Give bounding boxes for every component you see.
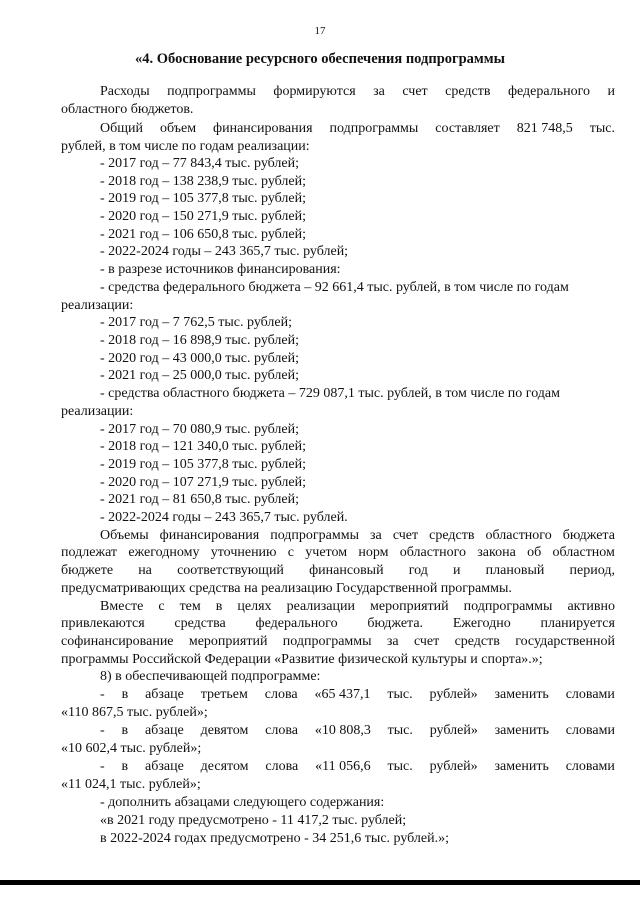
- list-item: - 2021 год – 81 650,8 тыс. рублей;: [100, 492, 300, 507]
- text-line: - дополнить абзацами следующего содержания:: [100, 795, 385, 810]
- bottom-scan-border: [0, 880, 640, 885]
- text-line: областного бюджетов.: [61, 102, 194, 117]
- text-line: - средства федерального бюджета – 92 661,4 тыс. рублей, в том числе по годам: [100, 280, 569, 295]
- list-item: - 2018 год – 16 898,9 тыс. рублей;: [100, 333, 300, 348]
- text-line: софинансирование мероприятий подпрограммы за счет средств государственной: [61, 634, 615, 649]
- quoted-line: «в 2021 году предусмотрено - 11 417,2 тыс. рублей;: [100, 813, 407, 828]
- text-line: Объемы финансирования подпрограммы за счет средств областного бюджета: [100, 528, 615, 543]
- list-item: - 2021 год – 106 650,8 тыс. рублей;: [100, 227, 307, 242]
- text-line: «10 602,4 тыс. рублей»;: [61, 741, 202, 756]
- text-line: Расходы подпрограммы формируются за счет средств федерального и: [100, 84, 615, 99]
- list-item: - 2019 год – 105 377,8 тыс. рублей;: [100, 191, 307, 206]
- list-item: - 2020 год – 107 271,9 тыс. рублей;: [100, 475, 307, 490]
- list-item: - 2018 год – 121 340,0 тыс. рублей;: [100, 439, 307, 454]
- text-line: программы Российской Федерации «Развитие физической культуры и спорта».»;: [61, 652, 543, 667]
- section-heading: «4. Обоснование ресурсного обеспечения подпрограммы: [135, 51, 505, 67]
- list-item: - 2022-2024 годы – 243 365,7 тыс. рублей;: [100, 244, 349, 259]
- list-item: - 2021 год – 25 000,0 тыс. рублей;: [100, 368, 300, 383]
- text-line: Общий объем финансирования подпрограммы составляет 821 748,5 тыс.: [100, 121, 615, 136]
- list-item: - 2020 год – 43 000,0 тыс. рублей;: [100, 351, 300, 366]
- list-item: - 2019 год – 105 377,8 тыс. рублей;: [100, 457, 307, 472]
- quoted-line: в 2022-2024 годах предусмотрено - 34 251,6 тыс. рублей.»;: [100, 831, 450, 846]
- text-line: «110 867,5 тыс. рублей»;: [61, 705, 208, 720]
- text-line: - в абзаце девятом слова «10 808,3 тыс. рублей» заменить словами: [100, 723, 615, 738]
- text-line: - средства областного бюджета – 729 087,1 тыс. рублей, в том числе по годам: [100, 386, 560, 401]
- list-item: - в разрезе источников финансирования:: [100, 262, 341, 277]
- page-number: 17: [314, 25, 326, 37]
- text-line: бюджете на соответствующий финансовый год и плановый период,: [61, 563, 615, 578]
- list-item: - 2020 год – 150 271,9 тыс. рублей;: [100, 209, 307, 224]
- list-item: - 2017 год – 77 843,4 тыс. рублей;: [100, 156, 300, 171]
- text-line: реализации:: [61, 404, 134, 419]
- text-line: Вместе с тем в целях реализации мероприятий подпрограммы активно: [100, 599, 615, 614]
- text-line: привлекаются средства федерального бюджета. Ежегодно планируется: [61, 616, 615, 631]
- text-line: - в абзаце третьем слова «65 437,1 тыс. рублей» заменить словами: [100, 687, 615, 702]
- list-item: - 2017 год – 7 762,5 тыс. рублей;: [100, 315, 293, 330]
- text-line: предусматривающих средства на реализацию Государственной программы.: [61, 581, 512, 596]
- list-item: - 2018 год – 138 238,9 тыс. рублей;: [100, 174, 307, 189]
- text-line: - в абзаце десятом слова «11 056,6 тыс. рублей» заменить словами: [100, 759, 615, 774]
- text-line: подлежат ежегодному уточнению с учетом норм областного закона об областном: [61, 545, 615, 560]
- list-item: - 2017 год – 70 080,9 тыс. рублей;: [100, 422, 300, 437]
- list-item: - 2022-2024 годы – 243 365,7 тыс. рублей.: [100, 510, 348, 525]
- text-line: «11 024,1 тыс. рублей»;: [61, 777, 201, 792]
- text-line: 8) в обеспечивающей подпрограмме:: [100, 669, 321, 684]
- text-line: рублей, в том числе по годам реализации:: [61, 139, 310, 154]
- text-line: реализации:: [61, 298, 134, 313]
